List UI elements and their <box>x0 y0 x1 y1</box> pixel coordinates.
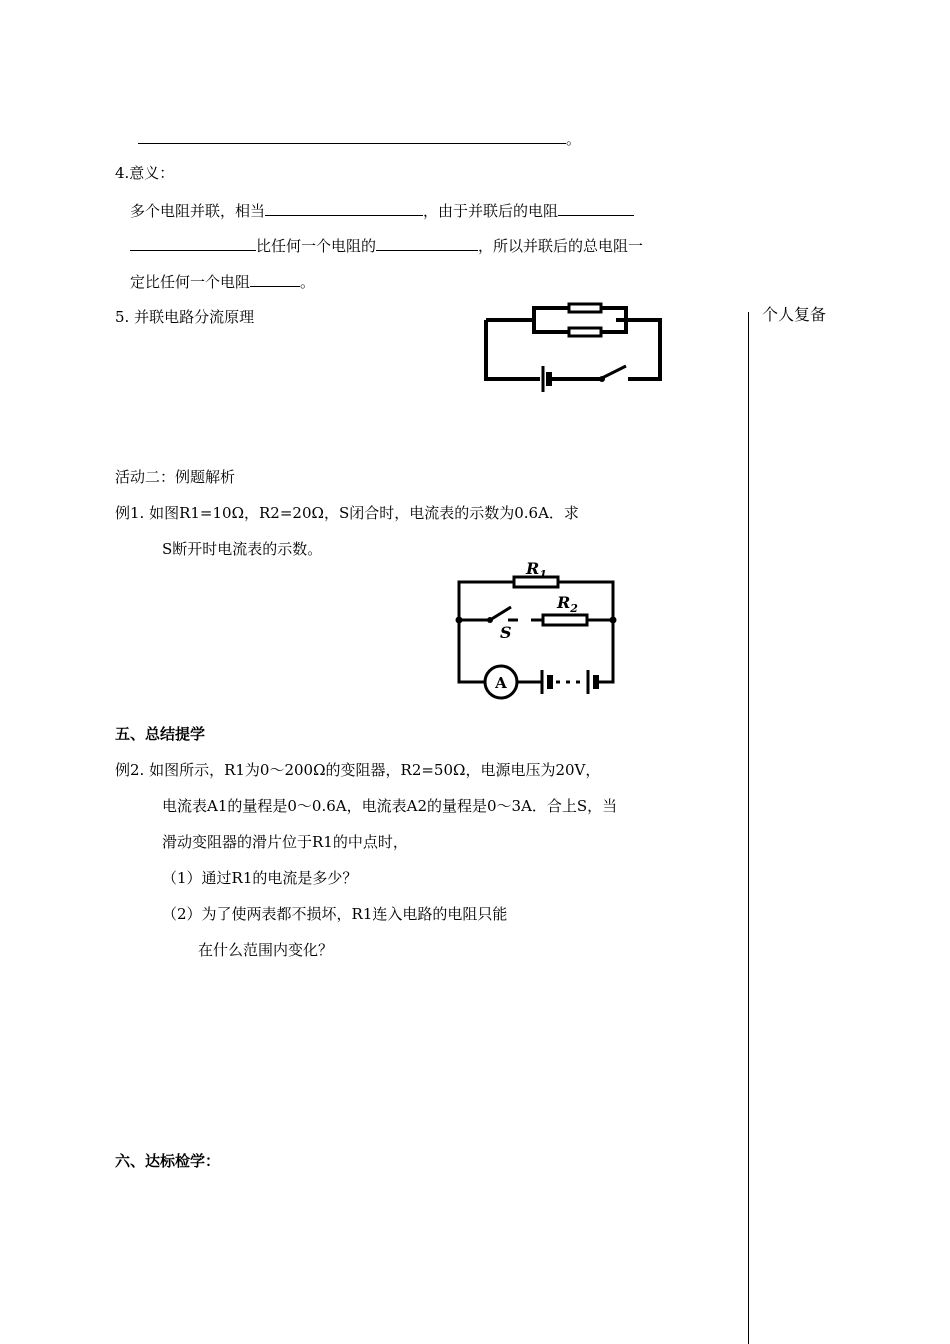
question-2-cont: 在什么范围内变化？ <box>198 941 334 959</box>
section4-line2 <box>130 235 643 256</box>
activity2-heading: 活动二：例题解析 <box>115 468 236 486</box>
example2-line1: 例2. 如图所示，R1为0～200Ω的变阻器，R2=50Ω，电源电压为20V， <box>115 761 601 779</box>
period-mark: 。 <box>566 130 582 148</box>
section4-text: 。 <box>300 273 316 291</box>
example1-circuit-diagram <box>456 558 626 698</box>
blank-underline <box>376 235 478 251</box>
blank-underline <box>138 128 566 144</box>
section4-text: 多个电阻并联，相当 <box>130 202 266 220</box>
section4-text: ，所以并联后的总电阻一 <box>478 237 644 255</box>
example2-line2: 电流表A1的量程是0～0.6A，电流表A2的量程是0～3A．合上S，当 <box>162 797 618 815</box>
example1-line1: 例1. 如图R1=10Ω，R2=20Ω，S闭合时，电流表的示数为0.6A．求 <box>115 504 579 522</box>
ammeter-label: A <box>495 674 507 692</box>
example1-line2: S断开时电流表的示数。 <box>162 540 323 558</box>
blank-underline <box>250 271 300 287</box>
switch-label: S <box>500 623 512 642</box>
r2-label: $R_2$ <box>557 593 578 615</box>
section4-text: 定比任何一个电阻 <box>130 273 251 291</box>
question-1: （1）通过R1的电流是多少？ <box>162 869 358 887</box>
section4-text: 比任何一个电阻的 <box>256 237 377 255</box>
section4-text: ，由于并联后的电阻 <box>423 202 559 220</box>
r1-label: $R_1$ <box>526 559 547 581</box>
section4-line1 <box>130 200 634 221</box>
section-five-heading: 五、总结提学 <box>115 725 206 743</box>
margin-divider <box>748 312 749 1344</box>
side-note: 个人复备 <box>762 305 827 324</box>
blank-underline <box>265 200 423 216</box>
question-2: （2）为了使两表都不损坏，R1连入电路的电阻只能 <box>162 905 508 923</box>
blank-underline <box>130 235 256 251</box>
parallel-circuit-diagram <box>484 303 664 383</box>
section-six-heading: 六、达标检学： <box>115 1152 221 1170</box>
section4-heading: 4.意义： <box>115 164 175 182</box>
section4-line3 <box>130 271 315 292</box>
answer-line-top <box>138 128 581 149</box>
section5-heading: 5. 并联电路分流原理 <box>115 308 255 326</box>
example2-line3: 滑动变阻器的滑片位于R1的中点时， <box>162 833 408 851</box>
blank-underline <box>558 200 634 216</box>
